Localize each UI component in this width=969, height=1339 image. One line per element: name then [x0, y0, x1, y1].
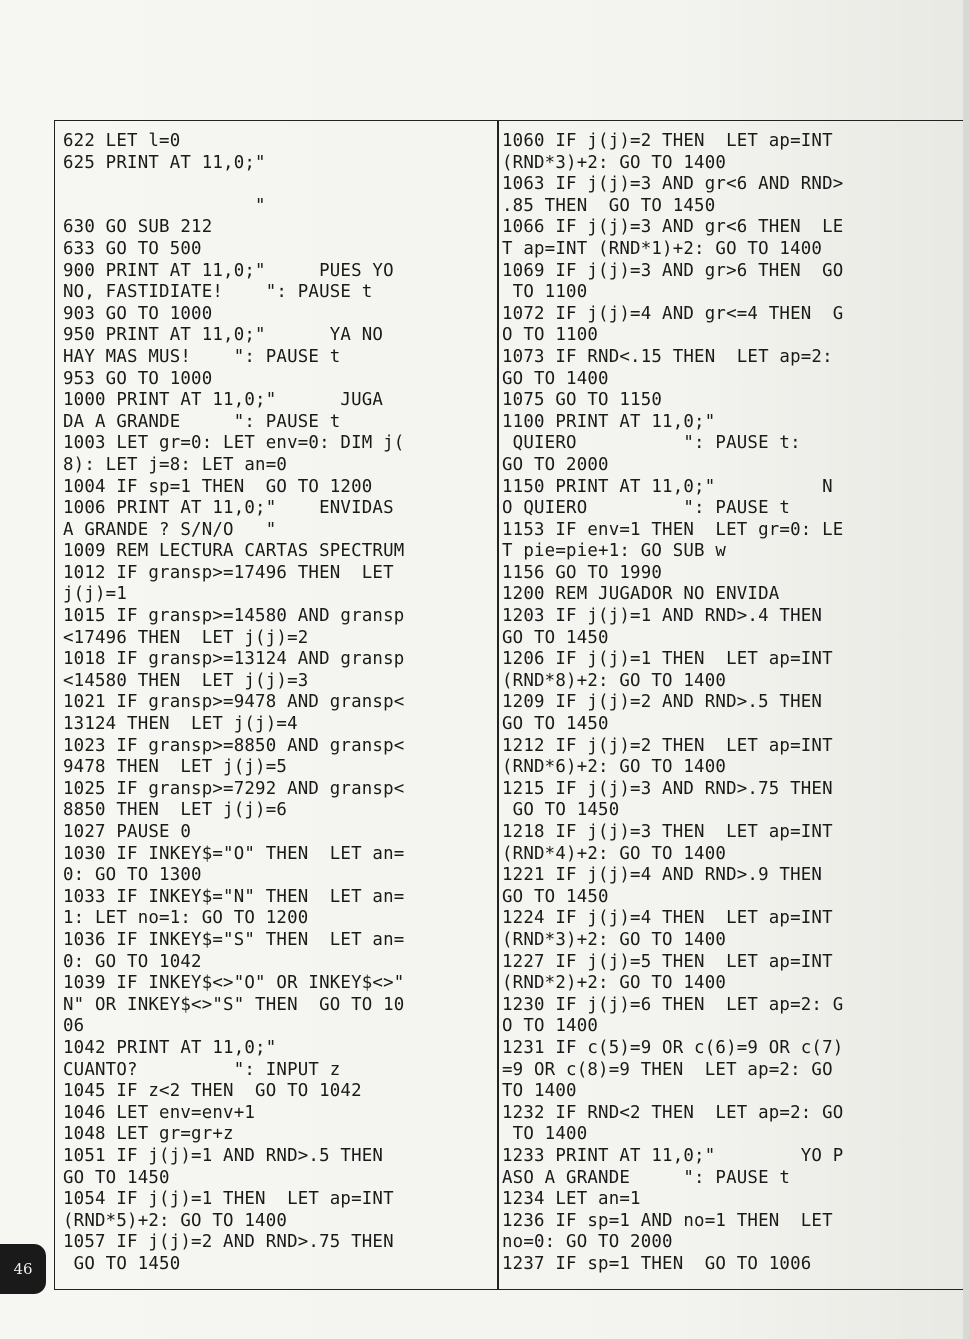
code-line: 630 GO SUB 212	[63, 217, 213, 238]
code-line: GO TO 1450	[502, 714, 609, 735]
code-line: A GRANDE ? S/N/O "	[63, 519, 277, 540]
code-line: 1023 IF gransp>=8850 AND gransp<	[63, 735, 405, 756]
code-line: 1200 REM JUGADOR NO ENVIDA	[502, 584, 780, 605]
code-line: <17496 THEN LET j(j)=2	[63, 627, 309, 648]
code-line: O QUIERO ": PAUSE t	[502, 498, 791, 519]
code-line: ASO A GRANDE ": PAUSE t	[502, 1167, 791, 1188]
code-line: 950 PRINT AT 11,0;" YA NO	[63, 325, 384, 346]
code-line: 9478 THEN LET j(j)=5	[63, 757, 288, 778]
code-line: 1232 IF RND<2 THEN LET ap=2: GO	[502, 1102, 844, 1123]
left-code-column	[63, 131, 495, 1275]
page-number: 46	[13, 1260, 33, 1278]
code-line: =9 OR c(8)=9 THEN LET ap=2: GO	[502, 1059, 833, 1080]
code-line: 1156 GO TO 1990	[502, 562, 663, 583]
code-line: GO TO 1450	[63, 1167, 170, 1188]
code-line: TO 1400	[502, 1081, 577, 1102]
code-line: O TO 1100	[502, 325, 599, 346]
code-line: 1203 IF j(j)=1 AND RND>.4 THEN	[502, 606, 823, 627]
code-line: 1150 PRINT AT 11,0;" N	[502, 476, 833, 497]
code-line: 1009 REM LECTURA CARTAS SPECTRUM	[63, 541, 405, 562]
code-line: TO 1400	[502, 1124, 588, 1145]
code-line: (RND*3)+2: GO TO 1400	[502, 152, 727, 173]
code-line: GO TO 1450	[63, 1253, 181, 1274]
code-line: .85 THEN GO TO 1450	[502, 195, 716, 216]
code-line: 8): LET j=8: LET an=0	[63, 454, 288, 475]
code-line: 1218 IF j(j)=3 THEN LET ap=INT	[502, 822, 833, 842]
code-line: 0: GO TO 1042	[63, 951, 202, 972]
code-line: 1027 PAUSE 0	[63, 822, 192, 842]
code-line: HAY MAS MUS! ": PAUSE t	[63, 346, 341, 367]
code-line: GO TO 1400	[502, 368, 609, 389]
right-code-column	[502, 131, 932, 1275]
code-line: 1046 LET env=env+1	[63, 1102, 256, 1123]
code-line: (RND*4)+2: GO TO 1400	[502, 843, 727, 864]
code-line: (RND*3)+2: GO TO 1400	[502, 929, 727, 950]
code-line: 1021 IF gransp>=9478 AND gransp<	[63, 692, 405, 713]
page-number-badge	[0, 1244, 46, 1294]
code-line: 1025 IF gransp>=7292 AND gransp<	[63, 778, 405, 799]
code-line: 1004 IF sp=1 THEN GO TO 1200	[63, 476, 373, 497]
code-line: 1236 IF sp=1 AND no=1 THEN LET	[502, 1210, 833, 1231]
code-line: 1231 IF c(5)=9 OR c(6)=9 OR c(7)	[502, 1037, 844, 1058]
code-line: 1048 LET gr=gr+z	[63, 1124, 234, 1145]
code-line: 1100 PRINT AT 11,0;"	[502, 411, 716, 432]
code-line: 1227 IF j(j)=5 THEN LET ap=INT	[502, 951, 833, 972]
code-line: <14580 THEN LET j(j)=3	[63, 670, 309, 691]
code-line: "	[63, 195, 266, 216]
code-line: CUANTO? ": INPUT z	[63, 1059, 341, 1080]
code-line: 1206 IF j(j)=1 THEN LET ap=INT	[502, 649, 833, 670]
code-line: 1015 IF gransp>=14580 AND gransp	[63, 606, 405, 627]
code-line: 1060 IF j(j)=2 THEN LET ap=INT	[502, 131, 833, 151]
code-line: 1030 IF INKEY$="O" THEN LET an=	[63, 843, 405, 864]
code-line: 1212 IF j(j)=2 THEN LET ap=INT	[502, 735, 833, 756]
code-line: 1209 IF j(j)=2 AND RND>.5 THEN	[502, 692, 823, 713]
code-line: 1233 PRINT AT 11,0;" YO P	[502, 1145, 844, 1166]
code-line: 1075 GO TO 1150	[502, 390, 663, 411]
code-line: 1153 IF env=1 THEN LET gr=0: LE	[502, 519, 844, 540]
code-line: 1234 LET an=1	[502, 1189, 641, 1210]
code-line: 1069 IF j(j)=3 AND gr>6 THEN GO	[502, 260, 844, 281]
code-line: 1224 IF j(j)=4 THEN LET ap=INT	[502, 908, 833, 929]
code-line: DA A GRANDE ": PAUSE t	[63, 411, 341, 432]
code-line: GO TO 1450	[502, 886, 609, 907]
code-line: 1215 IF j(j)=3 AND RND>.75 THEN	[502, 778, 833, 799]
code-line: 1000 PRINT AT 11,0;" JUGA	[63, 390, 384, 411]
code-line: 1221 IF j(j)=4 AND RND>.9 THEN	[502, 865, 823, 886]
code-line: 1073 IF RND<.15 THEN LET ap=2:	[502, 346, 833, 367]
code-line: no=0: GO TO 2000	[502, 1232, 673, 1253]
code-line: 622 LET l=0	[63, 131, 181, 151]
code-line: 1042 PRINT AT 11,0;"	[63, 1037, 277, 1058]
code-line: 1066 IF j(j)=3 AND gr<6 THEN LE	[502, 217, 844, 238]
code-line: 625 PRINT AT 11,0;"	[63, 152, 266, 173]
code-line: GO TO 1450	[502, 800, 620, 821]
code-line: (RND*5)+2: GO TO 1400	[63, 1210, 288, 1231]
code-line: 1230 IF j(j)=6 THEN LET ap=2: G	[502, 994, 844, 1015]
page-edge-shadow	[963, 0, 969, 1339]
code-line: 1237 IF sp=1 THEN GO TO 1006	[502, 1253, 812, 1274]
code-line: (RND*8)+2: GO TO 1400	[502, 670, 727, 691]
code-line: (RND*6)+2: GO TO 1400	[502, 757, 727, 778]
code-line: 1012 IF gransp>=17496 THEN LET	[63, 562, 394, 583]
code-line: (RND*2)+2: GO TO 1400	[502, 973, 727, 994]
code-line: 953 GO TO 1000	[63, 368, 213, 389]
code-line: 13124 THEN LET j(j)=4	[63, 714, 298, 735]
code-line: 1033 IF INKEY$="N" THEN LET an=	[63, 886, 405, 907]
code-line: 633 GO TO 500	[63, 238, 202, 259]
code-line: 1051 IF j(j)=1 AND RND>.5 THEN	[63, 1145, 384, 1166]
code-line: 1045 IF z<2 THEN GO TO 1042	[63, 1081, 362, 1102]
code-line: 1063 IF j(j)=3 AND gr<6 AND RND>	[502, 174, 844, 195]
code-line: 1072 IF j(j)=4 AND gr<=4 THEN G	[502, 303, 844, 324]
code-line: O TO 1400	[502, 1016, 599, 1037]
code-line: 1039 IF INKEY$<>"O" OR INKEY$<>"	[63, 973, 405, 994]
code-line: GO TO 2000	[502, 454, 609, 475]
code-line: 1003 LET gr=0: LET env=0: DIM j(	[63, 433, 405, 454]
code-line: T pie=pie+1: GO SUB w	[502, 541, 727, 562]
code-line: NO, FASTIDIATE! ": PAUSE t	[63, 282, 373, 303]
code-line: 1006 PRINT AT 11,0;" ENVIDAS	[63, 498, 394, 519]
code-line: QUIERO ": PAUSE t:	[502, 433, 801, 454]
code-line: j(j)=1	[63, 584, 128, 605]
code-line: GO TO 1450	[502, 627, 609, 648]
code-line: 1057 IF j(j)=2 AND RND>.75 THEN	[63, 1232, 394, 1253]
code-line: 1: LET no=1: GO TO 1200	[63, 908, 309, 929]
code-line: TO 1100	[502, 282, 588, 303]
code-line: 0: GO TO 1300	[63, 865, 202, 886]
code-line: 06	[63, 1016, 85, 1037]
code-line: N" OR INKEY$<>"S" THEN GO TO 10	[63, 994, 405, 1015]
code-line: T ap=INT (RND*1)+2: GO TO 1400	[502, 238, 823, 259]
code-line: 1036 IF INKEY$="S" THEN LET an=	[63, 929, 405, 950]
code-line: 903 GO TO 1000	[63, 303, 213, 324]
code-line: 1018 IF gransp>=13124 AND gransp	[63, 649, 405, 670]
code-line: 8850 THEN LET j(j)=6	[63, 800, 288, 821]
code-line: 1054 IF j(j)=1 THEN LET ap=INT	[63, 1189, 394, 1210]
code-line: 900 PRINT AT 11,0;" PUES YO	[63, 260, 394, 281]
code-line	[63, 174, 495, 196]
column-divider	[497, 120, 499, 1290]
